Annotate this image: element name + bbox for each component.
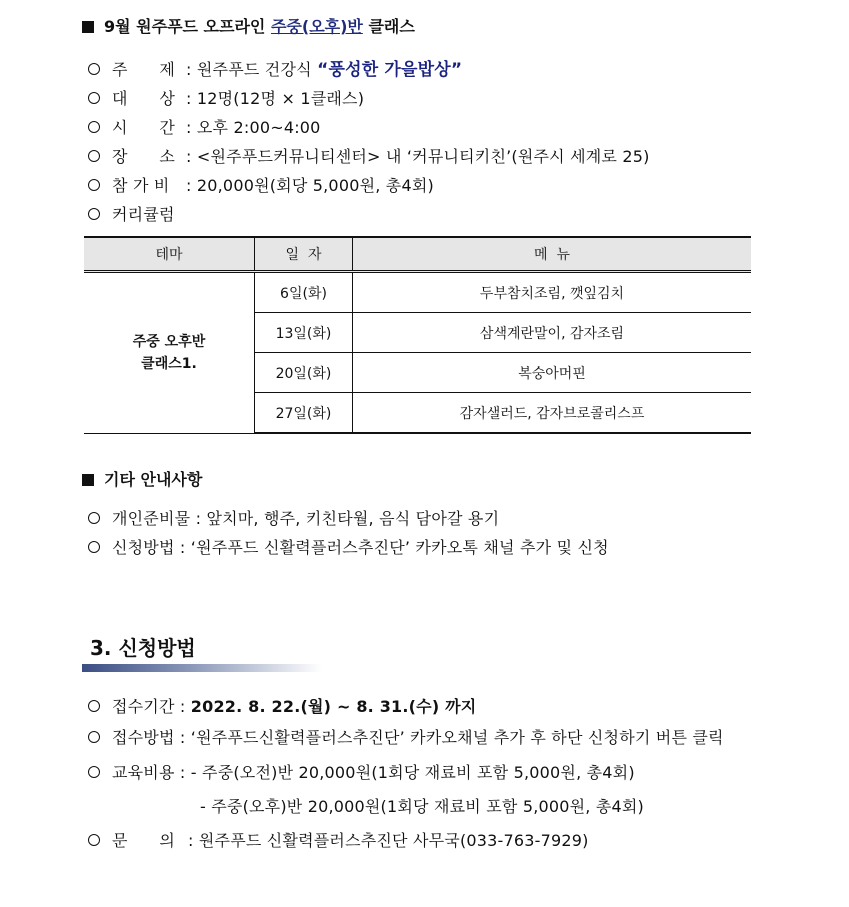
circle-bullet-icon <box>88 150 100 162</box>
item-topic: 주 제 : 원주푸드 건강식 “풍성한 가을밥상” <box>88 55 462 80</box>
section-heading-apply: 3. 신청방법 <box>90 636 196 660</box>
menu-cell: 복숭아머핀 <box>353 353 752 393</box>
circle-bullet-icon <box>88 179 100 191</box>
item-cost-2 <box>200 794 644 817</box>
item-value: 원주푸드 신활력플러스추진단 사무국(033-763-7929) <box>198 831 589 850</box>
circle-bullet-icon <box>88 766 100 778</box>
heading-text: 9월 원주푸드 오프라인 <box>104 17 266 36</box>
square-bullet-icon <box>82 474 94 486</box>
item-value: 앞치마, 행주, 키친타월, 음식 담아갈 용기 <box>206 509 500 528</box>
item-value: - 주중(오전)반 20,000원(1회당 재료비 포함 5,000원, 총4회) <box>190 763 635 782</box>
heading-underline-bar <box>82 664 322 672</box>
item-label: 문 의 <box>112 831 176 850</box>
circle-bullet-icon <box>88 700 100 712</box>
table-row <box>84 272 751 313</box>
square-bullet-icon <box>82 21 94 33</box>
item-supplies: 개인준비물 : 앞치마, 행주, 키친타월, 음식 담아갈 용기 <box>88 506 499 529</box>
item-value: 20,000원(회당 5,000원, 총4회) <box>196 176 434 195</box>
item-label: 참 가 비 <box>112 176 170 195</box>
item-value: ‘원주푸드신활력플러스추진단’ 카카오채널 추가 후 하단 신청하기 버튼 클릭 <box>190 728 724 747</box>
item-method: 접수방법 : ‘원주푸드신활력플러스추진단’ 카카오채널 추가 후 하단 신청하기 버튼 클릭 <box>88 725 724 748</box>
curriculum-table <box>84 236 751 434</box>
item-value: 오후 2:00~4:00 <box>196 118 321 137</box>
item-value: 원주푸드 건강식 <box>196 60 312 79</box>
circle-bullet-icon <box>88 731 100 743</box>
item-label: 개인준비물 <box>112 509 191 528</box>
circle-bullet-icon <box>88 541 100 553</box>
item-label: 커리큘럼 <box>112 205 175 224</box>
theme-line-2: 클래스1. <box>141 355 197 372</box>
theme-cell <box>84 272 255 434</box>
date-cell: 20일(화) <box>255 353 353 393</box>
circle-bullet-icon <box>88 121 100 133</box>
item-label: 장 소 <box>112 147 176 166</box>
item-value: 12명(12명 × 1클래스) <box>196 89 365 108</box>
item-label: 신청방법 <box>112 538 175 557</box>
heading-highlight: 주중(오후)반 <box>270 17 363 36</box>
item-period: 접수기간 : 2022. 8. 22.(월) ~ 8. 31.(수) 까지 <box>88 694 476 717</box>
circle-bullet-icon <box>88 512 100 524</box>
item-time: 시 간 : 오후 2:00~4:00 <box>88 115 321 138</box>
date-cell: 27일(화) <box>255 393 353 434</box>
circle-bullet-icon <box>88 63 100 75</box>
item-curriculum <box>88 202 175 225</box>
theme-title: “풍성한 가을밥상” <box>317 60 463 80</box>
item-apply-method: 신청방법 : ‘원주푸드 신활력플러스추진단’ 카카오톡 채널 추가 및 신청 <box>88 535 609 558</box>
item-label: 시 간 <box>112 118 176 137</box>
item-label: 접수방법 <box>112 728 175 747</box>
section-heading-other <box>82 467 202 490</box>
theme-line-1: 주중 오후반 <box>132 333 206 350</box>
item-value: - 주중(오후)반 20,000원(1회당 재료비 포함 5,000원, 총4회) <box>200 797 644 816</box>
menu-cell: 감자샐러드, 감자브로콜리스프 <box>353 393 752 434</box>
item-label: 교육비용 <box>112 763 175 782</box>
item-contact: 문 의 : 원주푸드 신활력플러스추진단 사무국(033-763-7929) <box>88 828 589 851</box>
item-label: 대 상 <box>112 89 176 108</box>
header-menu: 메 뉴 <box>353 237 752 272</box>
date-cell: 13일(화) <box>255 313 353 353</box>
menu-cell: 삼색계란말이, 감자조림 <box>353 313 752 353</box>
heading-suffix: 클래스 <box>368 17 415 36</box>
menu-cell: 두부참치조림, 깻잎김치 <box>353 272 752 313</box>
header-theme: 테마 <box>84 237 255 272</box>
item-label: 주 제 <box>112 60 176 79</box>
item-cost: 교육비용 : - 주중(오전)반 20,000원(1회당 재료비 포함 5,000원, 총4회) <box>88 760 635 783</box>
item-value: <원주푸드커뮤니티센터> 내 ‘커뮤니티키친’(원주시 세계로 25) <box>196 147 650 166</box>
circle-bullet-icon <box>88 208 100 220</box>
item-value: ‘원주푸드 신활력플러스추진단’ 카카오톡 채널 추가 및 신청 <box>190 538 609 557</box>
circle-bullet-icon <box>88 92 100 104</box>
heading-text: 기타 안내사항 <box>104 470 203 489</box>
item-place: 장 소 : <원주푸드커뮤니티센터> 내 ‘커뮤니티키친’(원주시 세계로 25) <box>88 144 650 167</box>
item-value: 2022. 8. 22.(월) ~ 8. 31.(수) 까지 <box>190 697 477 716</box>
circle-bullet-icon <box>88 834 100 846</box>
table-header-row <box>84 237 751 272</box>
header-date: 일 자 <box>255 237 353 272</box>
item-label: 접수기간 <box>112 697 175 716</box>
item-target: 대 상 : 12명(12명 × 1클래스) <box>88 86 364 109</box>
section-heading-class <box>82 14 415 37</box>
item-fee: 참 가 비 : 20,000원(회당 5,000원, 총4회) <box>88 173 434 196</box>
date-cell: 6일(화) <box>255 272 353 313</box>
